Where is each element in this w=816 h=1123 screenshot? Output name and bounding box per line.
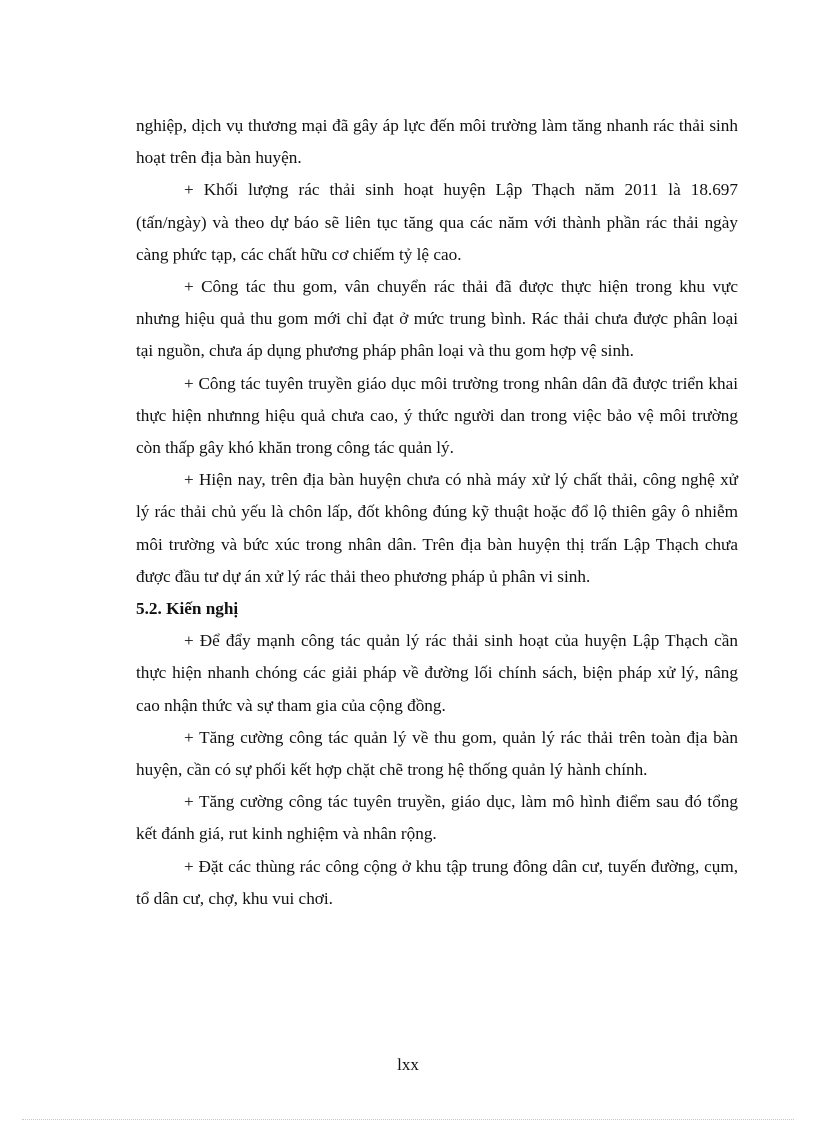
- section-heading: 5.2. Kiến nghị: [136, 599, 239, 619]
- recommendation-item: + Tăng cường công tác tuyên truyền, giáo dục, làm mô hình điểm sau đó tổng kết đánh giá, rut kinh nghiệm và nhân rộng.: [136, 792, 738, 844]
- page-number: lxx: [397, 1055, 419, 1074]
- page-bottom-border: [22, 1119, 794, 1120]
- paragraph-collection: + Công tác thu gom, vân chuyển rác thải đã được thực hiện trong khu vực nhưng hiệu quả thu gom mới chỉ đạt ở mức trung bình. Rác thải chưa được phân loại tại nguồn, chưa áp dụng phương pháp phân loại và thu gom hợp vệ sinh.: [136, 277, 738, 361]
- paragraph-treatment: + Hiện nay, trên địa bàn huyện chưa có nhà máy xử lý chất thải, công nghệ xử lý rác thải chủ yếu là chôn lấp, đốt không đúng kỹ thuật hoặc đổ lộ thiên gây ô nhiễm môi trường và bức xúc trong nhân dân. Trên địa bàn huyện thị trấn Lập Thạch chưa được đầu tư dự án xử lý rác thải theo phương pháp ủ phân vi sinh.: [136, 470, 738, 586]
- recommendation-item: + Đặt các thùng rác công cộng ở khu tập trung đông dân cư, tuyến đường, cụm, tổ dân cư, chợ, khu vui chơi.: [136, 856, 738, 908]
- paragraph-education: + Công tác tuyên truyền giáo dục môi trường trong nhân dân đã được triển khai thực hiện nhưnng hiệu quả chưa cao, ý thức người dan trong việc bảo vệ môi trường còn thấp gây khó khăn trong công tác quản lý.: [136, 373, 738, 458]
- page-body: [136, 110, 738, 915]
- recommendation-item: + Tăng cường công tác quản lý về thu gom, quản lý rác thải trên toàn địa bàn huyện, cần có sự phối kết hợp chặt chẽ trong hệ thống quản lý hành chính.: [136, 727, 738, 780]
- paragraph-waste-volume: + Khối lượng rác thải sinh hoạt huyện Lập Thạch năm 2011 là 18.697 (tấn/ngày) và theo dự báo sẽ liên tục tăng qua các năm với thành phần rác thải ngày càng phức tạp, các chất hữu cơ chiếm tỷ lệ cao.: [136, 180, 738, 264]
- recommendation-item: + Để đẩy mạnh công tác quản lý rác thải sinh hoạt của huyện Lập Thạch cần thực hiện nhanh chóng các giải pháp về đường lối chính sách, biện pháp xử lý, nâng cao nhận thức và sự tham gia của cộng đồng.: [136, 631, 738, 715]
- paragraph-continuation: nghiệp, dịch vụ thương mại đã gây áp lực đến môi trường làm tăng nhanh rác thải sinh hoạt trên địa bàn huyện.: [136, 116, 738, 168]
